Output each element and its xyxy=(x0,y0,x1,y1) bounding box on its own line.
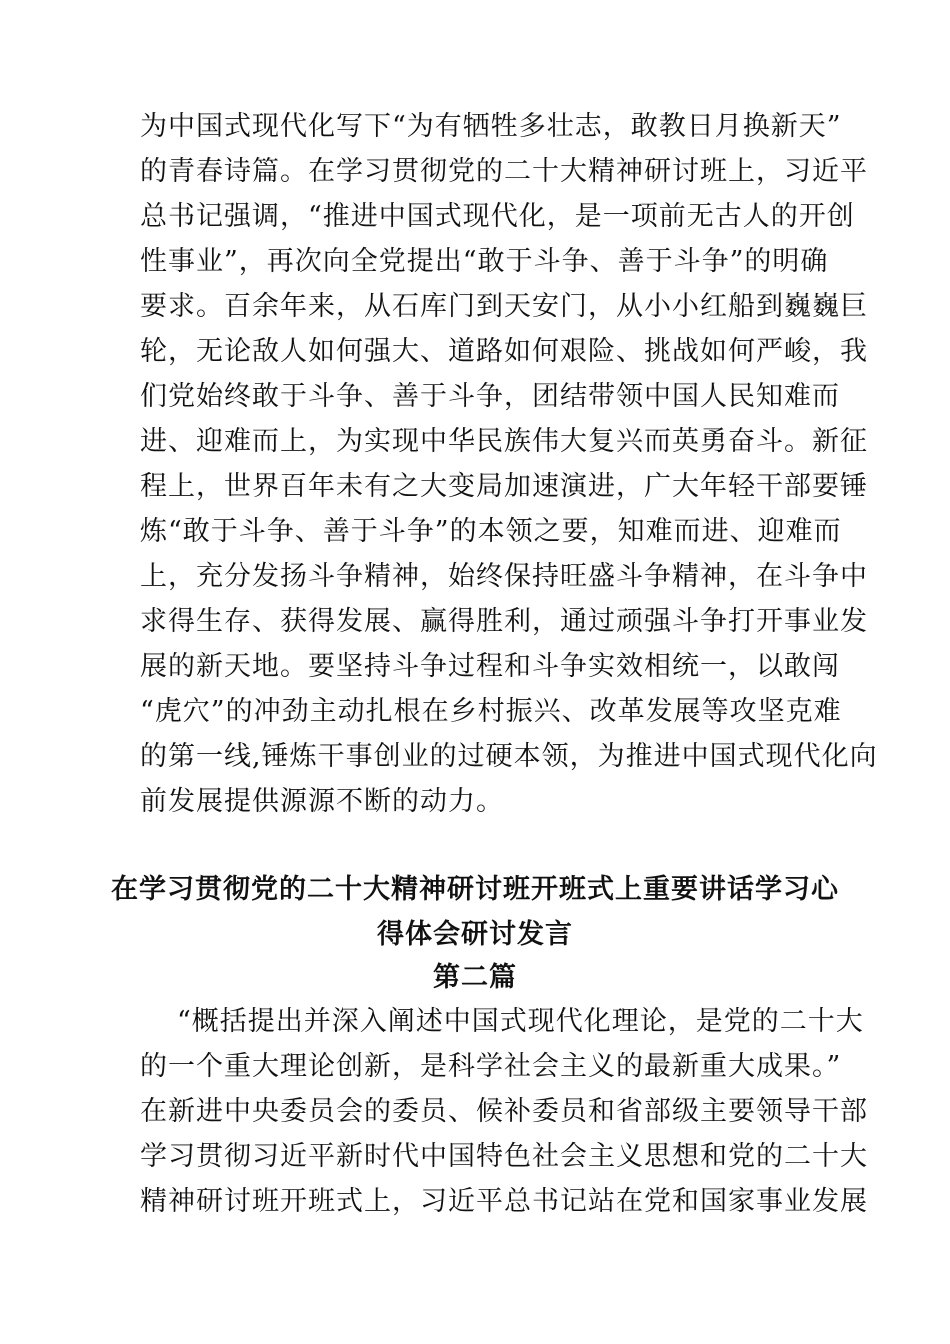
body-text-line: 总书记强调，“推进中国式现代化，是一项前无古人的开创 xyxy=(140,201,855,232)
body-text-line: 要求。百余年来，从石库门到天安门，从小小红船到巍巍巨 xyxy=(140,291,868,322)
body-text-line: 们党始终敢于斗争、善于斗争，团结带领中国人民知难而 xyxy=(140,381,840,412)
section-heading-line2: 得体会研讨发言 xyxy=(377,919,573,950)
body-text-line: 求得生存、获得发展、赢得胜利，通过顽强斗争打开事业发 xyxy=(140,606,868,637)
body-text-line: 学习贯彻习近平新时代中国特色社会主义思想和党的二十大 xyxy=(140,1141,868,1172)
body-text-line: “概括提出并深入阐述中国式现代化理论，是党的二十大 xyxy=(177,1006,864,1037)
body-text-line: 的第一线,锤炼干事创业的过硬本领，为推进中国式现代化向 xyxy=(140,741,878,772)
body-text-line: 在新进中央委员会的委员、候补委员和省部级主要领导干部 xyxy=(140,1096,868,1127)
body-text-line: 上，充分发扬斗争精神，始终保持旺盛斗争精神，在斗争中 xyxy=(140,561,868,592)
body-text-line: 进、迎难而上，为实现中华民族伟大复兴而英勇奋斗。新征 xyxy=(140,426,868,457)
body-text-line: 程上，世界百年未有之大变局加速演进，广大年轻干部要锤 xyxy=(140,471,868,502)
body-text-line: 为中国式现代化写下“为有牺牲多壮志，敢教日月换新天” xyxy=(140,111,842,142)
body-text-line: 轮，无论敌人如何强大、道路如何艰险、挑战如何严峻，我 xyxy=(140,336,868,367)
body-text-line: 炼“敢于斗争、善于斗争”的本领之要，知难而进、迎难而 xyxy=(140,516,842,547)
body-text-line: 性事业”，再次向全党提出“敢于斗争、善于斗争”的明确 xyxy=(140,246,829,277)
body-text-line: 的一个重大理论创新，是科学社会主义的最新重大成果。” xyxy=(140,1051,842,1082)
body-text-line: 精神研讨班开班式上，习近平总书记站在党和国家事业发展 xyxy=(140,1186,868,1217)
body-text-line: 前发展提供源源不断的动力。 xyxy=(140,786,504,817)
body-text-line: 展的新天地。要坚持斗争过程和斗争实效相统一，以敢闯 xyxy=(140,651,840,682)
section-heading-line1: 在学习贯彻党的二十大精神研讨班开班式上重要讲话学习心 xyxy=(111,874,839,905)
body-text-line: “虎穴”的冲劲主动扎根在乡村振兴、改革发展等攻坚克难 xyxy=(140,696,842,727)
section-subheading: 第二篇 xyxy=(433,962,517,993)
body-text-line: 的青春诗篇。在学习贯彻党的二十大精神研讨班上，习近平 xyxy=(140,156,868,187)
